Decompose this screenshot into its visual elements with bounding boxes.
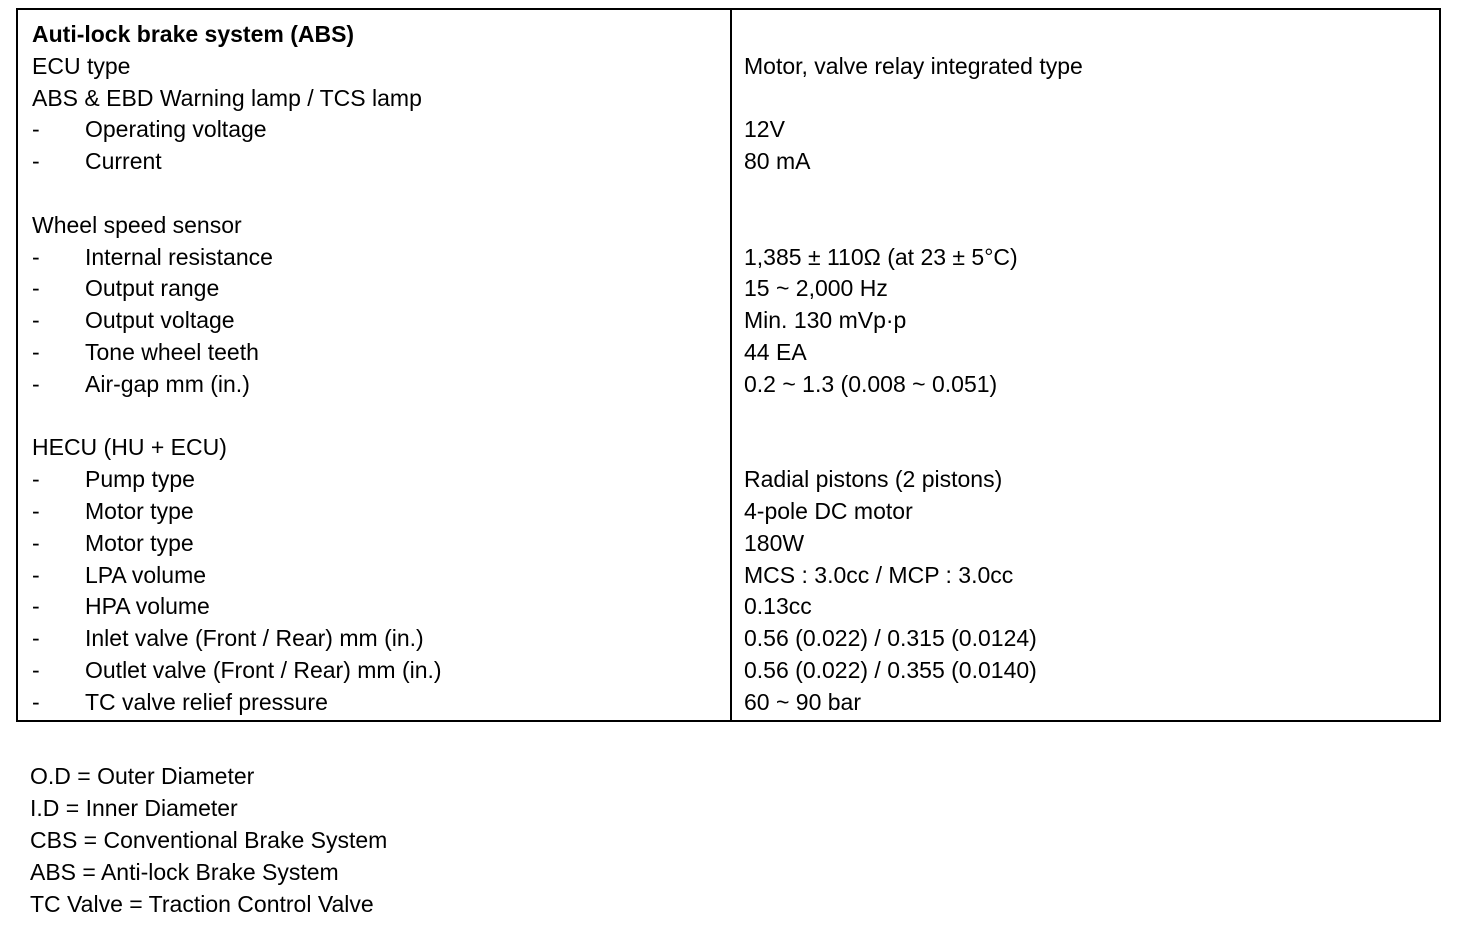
spec-sub-label: Air-gap mm (in.) bbox=[85, 370, 250, 397]
spec-row bbox=[18, 273, 1439, 305]
spec-row bbox=[18, 210, 1439, 242]
spec-sub-label: Output voltage bbox=[85, 307, 235, 334]
spec-row bbox=[18, 464, 1439, 496]
spec-value: 80 mA bbox=[744, 148, 811, 175]
spec-row bbox=[18, 655, 1439, 687]
spec-row bbox=[18, 560, 1439, 592]
spec-value: Motor, valve relay integrated type bbox=[744, 52, 1083, 79]
spec-value: 0.56 (0.022) / 0.355 (0.0140) bbox=[744, 657, 1037, 683]
abbreviation-list bbox=[30, 760, 387, 920]
spec-row bbox=[18, 83, 1439, 115]
spec-sub-label: Inlet valve (Front / Rear) mm (in.) bbox=[85, 625, 424, 652]
bullet-dash: - bbox=[32, 498, 40, 524]
bullet-dash: - bbox=[32, 275, 40, 302]
spec-value: 44 EA bbox=[744, 339, 807, 365]
bullet-dash: - bbox=[32, 625, 40, 652]
spec-label: HECU (HU + ECU) bbox=[32, 434, 227, 461]
spec-row bbox=[18, 337, 1439, 369]
spec-label: ECU type bbox=[32, 52, 131, 79]
spec-sub-label: Tone wheel teeth bbox=[85, 339, 259, 365]
spec-row bbox=[18, 623, 1439, 655]
bullet-dash: - bbox=[32, 529, 40, 556]
abbreviation-item: I.D = Inner Diameter bbox=[30, 795, 238, 821]
abbreviation-item: CBS = Conventional Brake System bbox=[30, 827, 388, 853]
bullet-dash: - bbox=[32, 243, 40, 270]
abbreviation-item: ABS = Anti-lock Brake System bbox=[30, 859, 339, 885]
spec-table bbox=[16, 8, 1441, 722]
spec-sub-label: Output range bbox=[85, 275, 220, 302]
spec-value: 15 ~ 2,000 Hz bbox=[744, 275, 888, 302]
spec-row bbox=[18, 496, 1439, 528]
spec-sub-label: TC valve relief pressure bbox=[85, 688, 328, 715]
table-title: Auti-lock brake system (ABS) bbox=[32, 21, 355, 47]
spec-row bbox=[18, 401, 1439, 433]
bullet-dash: - bbox=[32, 116, 40, 143]
spec-row bbox=[18, 591, 1439, 623]
bullet-dash: - bbox=[32, 593, 40, 620]
spec-value: MCS : 3.0cc / MCP : 3.0cc bbox=[744, 561, 1014, 588]
spec-value: 0.13cc bbox=[744, 593, 812, 620]
spec-value: Radial pistons (2 pistons) bbox=[744, 466, 1003, 493]
spec-sub-label: LPA volume bbox=[85, 561, 207, 588]
spec-row bbox=[18, 432, 1439, 464]
spec-sub-label: Motor type bbox=[85, 529, 194, 556]
spec-sub-label: Outlet valve (Front / Rear) mm (in.) bbox=[85, 657, 442, 683]
spec-row bbox=[18, 528, 1439, 560]
spec-sub-label: Pump type bbox=[85, 466, 195, 493]
spec-sub-label: Internal resistance bbox=[85, 243, 273, 270]
spec-row bbox=[18, 178, 1439, 210]
abbreviation-item: O.D = Outer Diameter bbox=[30, 763, 255, 789]
bullet-dash: - bbox=[32, 688, 40, 715]
bullet-dash: - bbox=[32, 370, 40, 397]
spec-row bbox=[18, 369, 1439, 401]
spec-row bbox=[18, 146, 1439, 178]
bullet-dash: - bbox=[32, 339, 40, 365]
spec-row bbox=[18, 242, 1439, 274]
bullet-dash: - bbox=[32, 561, 40, 588]
spec-row bbox=[18, 687, 1439, 719]
spec-value: 0.56 (0.022) / 0.315 (0.0124) bbox=[744, 625, 1037, 652]
spec-sub-label: Motor type bbox=[85, 498, 194, 524]
spec-value: 4-pole DC motor bbox=[744, 498, 913, 524]
bullet-dash: - bbox=[32, 466, 40, 493]
spec-value: 12V bbox=[744, 116, 785, 143]
spec-value: 0.2 ~ 1.3 (0.008 ~ 0.051) bbox=[744, 370, 998, 397]
spec-label: Wheel speed sensor bbox=[32, 211, 242, 238]
spec-sub-label: Current bbox=[85, 148, 162, 175]
spec-value: 1,385 ± 110Ω (at 23 ± 5°C) bbox=[744, 243, 1018, 270]
abbreviation-item: TC Valve = Traction Control Valve bbox=[30, 891, 374, 917]
bullet-dash: - bbox=[32, 148, 40, 175]
spec-row bbox=[18, 51, 1439, 83]
spec-row bbox=[18, 305, 1439, 337]
spec-row bbox=[18, 114, 1439, 146]
spec-sub-label: Operating voltage bbox=[85, 116, 267, 143]
spec-row bbox=[18, 19, 1439, 51]
spec-value: Min. 130 mVp·p bbox=[744, 307, 907, 334]
spec-value: 60 ~ 90 bar bbox=[744, 688, 862, 715]
spec-label: ABS & EBD Warning lamp / TCS lamp bbox=[32, 84, 422, 111]
bullet-dash: - bbox=[32, 657, 40, 683]
spec-value: 180W bbox=[744, 529, 805, 556]
bullet-dash: - bbox=[32, 307, 40, 334]
spec-sub-label: HPA volume bbox=[85, 593, 210, 620]
